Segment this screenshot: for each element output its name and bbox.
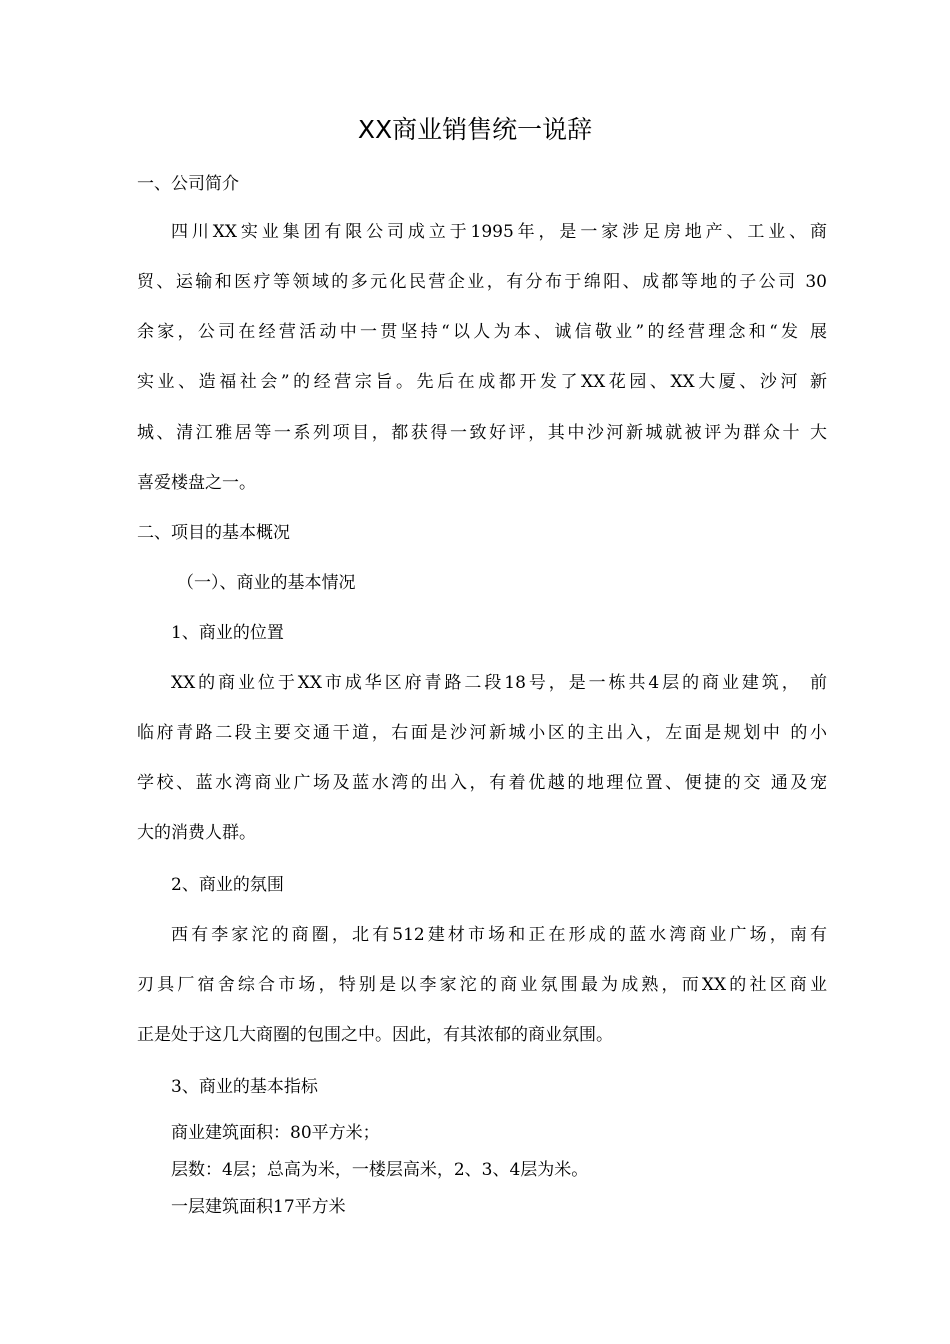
- paragraph-line: 四川XX实业集团有限公司成立于1995年，是一家涉足房地产、工业、商: [171, 222, 827, 242]
- paragraph-line: 大的消费人群。: [137, 823, 256, 843]
- paragraph-line: 喜爱楼盘之一。: [137, 473, 256, 493]
- paragraph-line: 城、清江雅居等一系列项目，都获得一致好评，其中沙河新城就被评为群众十 大: [137, 423, 827, 443]
- paragraph-line: XX的商业位于XX市成华区府青路二段18号，是一栋共4层的商业建筑， 前: [171, 673, 827, 693]
- subsection-heading: （一）、商业的基本情况: [177, 573, 356, 593]
- paragraph-line: 刃具厂宿舍综合市场，特别是以李家沱的商业氛围最为成熟，而XX的社区商业: [137, 975, 827, 995]
- paragraph-line: 贸、运输和医疗等领域的多元化民营企业，有分布于绵阳、成都等地的子公司 30: [137, 272, 827, 292]
- indicator-line: 层数：4层；总高为米，一楼层高米，2、3、4层为米。: [171, 1160, 589, 1180]
- section-heading-company: 一、公司简介: [137, 174, 239, 194]
- paragraph-line: 实业、造福社会”的经营宗旨。先后在成都开发了XX花园、XX大厦、沙河 新: [137, 372, 827, 392]
- item-heading-indicators: 3、商业的基本指标: [171, 1077, 318, 1097]
- indicator-line: 商业建筑面积：80平方米；: [171, 1123, 380, 1143]
- section-heading-project: 二、项目的基本概况: [137, 523, 290, 543]
- document-title: XX商业销售统一说辞: [357, 115, 593, 144]
- paragraph-line: 余家，公司在经营活动中一贯坚持“以人为本、诚信敬业”的经营理念和“发 展: [137, 322, 827, 342]
- paragraph-line: 学校、蓝水湾商业广场及蓝水湾的出入，有着优越的地理位置、便捷的交 通及宠: [137, 773, 827, 793]
- paragraph-line: 西有李家沱的商圈，北有512建材市场和正在形成的蓝水湾商业广场，南有: [171, 925, 827, 945]
- paragraph-line: 临府青路二段主要交通干道，右面是沙河新城小区的主出入，左面是规划中 的小: [137, 723, 827, 743]
- item-heading-atmosphere: 2、商业的氛围: [171, 875, 284, 895]
- item-heading-location: 1、商业的位置: [171, 623, 284, 643]
- indicator-line: 一层建筑面积17平方米: [171, 1197, 346, 1217]
- paragraph-line: 正是处于这几大商圈的包围之中。因此，有其浓郁的商业氛围。: [137, 1025, 613, 1045]
